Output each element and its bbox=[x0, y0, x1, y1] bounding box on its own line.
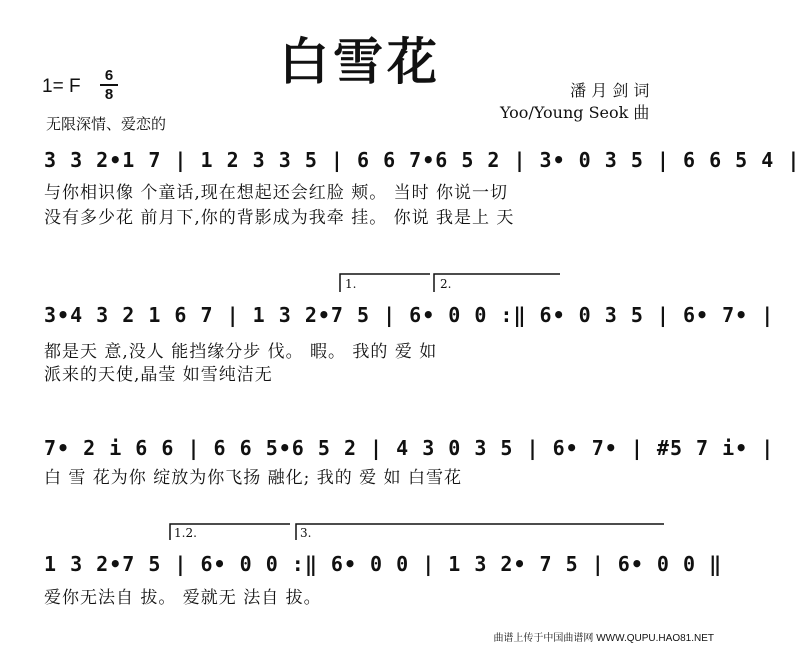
lyric-line-2b: 派来的天使,晶莹 如雪纯洁无 bbox=[44, 365, 273, 385]
notation-line-1: 3 3 2•1 7 | 1 2 3 3 5 | 6 6 7•6 5 2 | 3• 0 3 5 | 6 6 5 4 | bbox=[44, 148, 800, 172]
expression-marking: 无限深情、爱恋的 bbox=[46, 115, 167, 133]
volta-bracket-3 bbox=[296, 524, 664, 540]
lyric-line-2a: 都是天 意,没人 能挡缘分步 伐。 暇。 我的 爱 如 bbox=[44, 342, 438, 362]
ending-1-label: 1. bbox=[345, 277, 357, 291]
lyric-line-1a: 与你相识像 个童话,现在想起还会红脸 颊。 当时 你说一切 bbox=[44, 183, 509, 203]
ending-2-label: 2. bbox=[440, 277, 452, 291]
lyric-line-4a: 爱你无法自 拔。 爱就无 法自 拔。 bbox=[44, 588, 322, 608]
composer-credit: Yoo/Young Seok 曲 bbox=[500, 103, 650, 122]
volta-bracket-1 bbox=[340, 274, 430, 292]
lyric-line-3a: 白 雪 花为你 绽放为你飞扬 融化; 我的 爱 如 白雪花 bbox=[44, 468, 462, 488]
notation-line-3: 7• 2 i 6 6 | 6 6 5•6 5 2 | 4 3 0 3 5 | 6• 7• | #5 7 i• | bbox=[44, 436, 775, 460]
volta-bracket-2 bbox=[434, 274, 560, 292]
song-title: 白雪花 bbox=[279, 32, 441, 91]
lyric-line-1b: 没有多少花 前月下,你的背影成为我牵 挂。 你说 我是上 天 bbox=[44, 208, 515, 228]
ending-12-label: 1.2. bbox=[174, 526, 197, 540]
notation-line-2: 3•4 3 2 1 6 7 | 1 3 2•7 5 | 6• 0 0 :‖ 6• 0 3 5 | 6• 7• | bbox=[44, 303, 775, 327]
key-signature: 1= F bbox=[42, 76, 81, 97]
meter-bottom: 8 bbox=[104, 86, 114, 103]
footer-watermark: 曲谱上传于中国曲谱网 WWW.QUPU.HAO81.NET bbox=[493, 633, 714, 644]
notation-line-4: 1 3 2•7 5 | 6• 0 0 :‖ 6• 0 0 | 1 3 2• 7 5 | 6• 0 0 ‖ bbox=[44, 552, 723, 576]
ending-3-label: 3. bbox=[300, 526, 312, 540]
volta-bracket-12 bbox=[170, 524, 290, 540]
lyricist-credit: 潘 月 剑 词 bbox=[570, 81, 650, 100]
meter-top: 6 bbox=[104, 67, 114, 84]
